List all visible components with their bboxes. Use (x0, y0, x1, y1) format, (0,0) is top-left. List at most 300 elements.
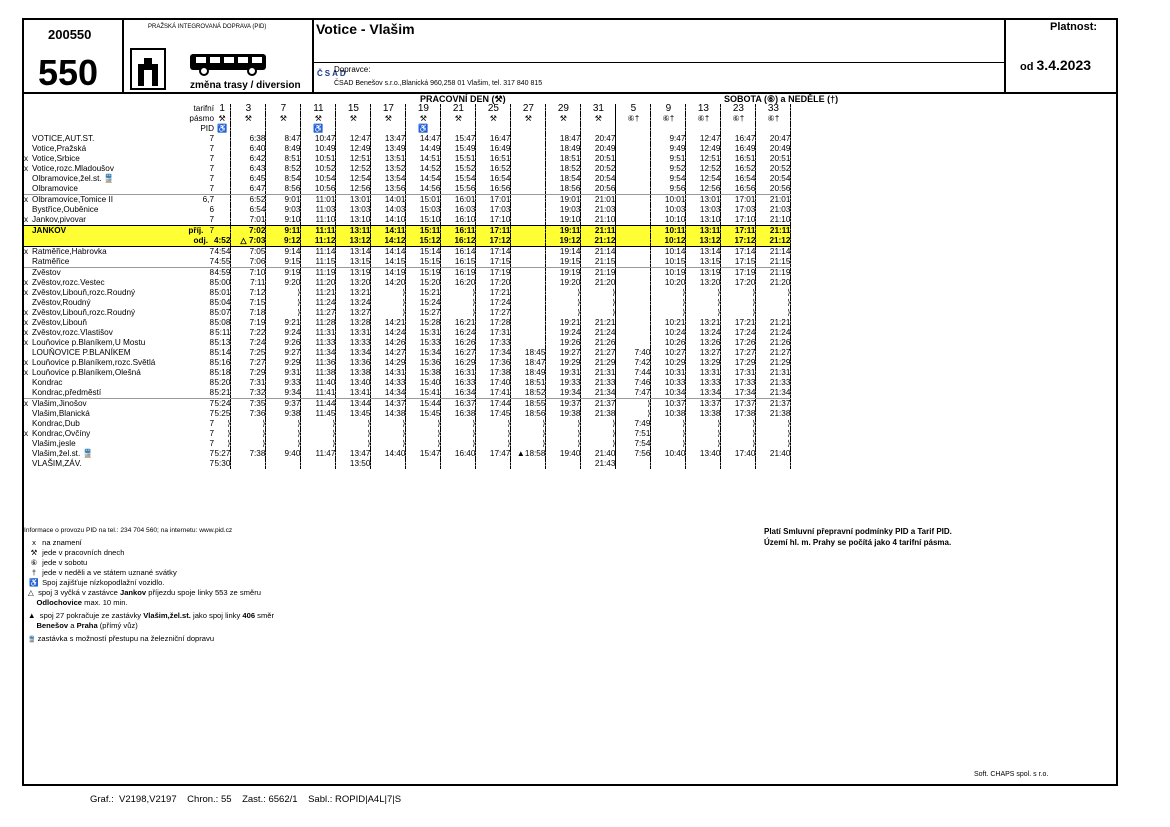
departure-time: 11:40 (301, 378, 336, 388)
trip-days-15: ⚒ (336, 114, 371, 124)
departure-time: ⟩ (266, 439, 301, 449)
departure-time: 7:44 (616, 368, 651, 378)
stop-row (24, 226, 791, 237)
header-row-trip-days (24, 114, 791, 124)
departure-time: 5:00 (214, 277, 231, 287)
departure-time: 9:52 (651, 164, 686, 174)
departure-time: 10:19 (651, 268, 686, 279)
departure-time: 17:19 (721, 268, 756, 279)
departure-time: 9:37 (266, 399, 301, 410)
departure-time: 21:38 (756, 409, 791, 419)
departure-time: 15:12 (406, 236, 441, 247)
conditions-2: Území hl. m. Prahy se počítá jako 4 tarifní pásma. (764, 538, 952, 547)
departure-time: 7:06 (231, 257, 266, 268)
stop-row (24, 348, 791, 358)
departure-time (616, 195, 651, 206)
departure-time: 7:11 (231, 278, 266, 288)
stop-row (24, 247, 791, 258)
departure-time: 13:03 (686, 205, 721, 215)
stop-zone: 7 (209, 173, 214, 183)
departure-time: 10:56 (301, 184, 336, 195)
departure-time: 5:25 (214, 408, 231, 418)
departure-time: 11:28 (301, 318, 336, 328)
departure-time: 13:27 (686, 348, 721, 358)
departure-time (616, 257, 651, 268)
departure-time: 7:32 (231, 388, 266, 399)
departure-time: 9:26 (266, 338, 301, 348)
departure-time: 6:40 (231, 144, 266, 154)
stop-row (24, 215, 791, 226)
departure-time (511, 226, 546, 237)
trip-access-1: ♿ (214, 124, 231, 134)
departure-time: 13:34 (686, 388, 721, 399)
departure-time: 15:19 (406, 268, 441, 279)
departure-time: 19:01 (546, 195, 581, 206)
stop-name: VLAŠIM,ZÁV. (32, 458, 82, 468)
stop-zone: 8 (209, 277, 214, 287)
departure-time: 13:29 (686, 358, 721, 368)
departure-time (511, 154, 546, 164)
departure-time: 16:54 (476, 174, 511, 184)
departure-time: ⟩ (756, 429, 791, 439)
stop-zone: 7 (209, 214, 214, 224)
departure-time: 16:15 (441, 257, 476, 268)
departure-time: 16:47 (476, 134, 511, 144)
departure-time: 11:01 (301, 195, 336, 206)
departure-time: 20:56 (756, 184, 791, 195)
departure-time: 16:52 (476, 164, 511, 174)
departure-time: 7:40 (616, 348, 651, 358)
footer-codes: Graf.: V2198,V2197 Chron.: 55 Zast.: 6562/1 Sabl.: ROPID|A4L|7|S (90, 794, 402, 805)
stop-name: Louňovice p.Blaníkem,Olešná (32, 367, 141, 377)
departure-time: 15:10 (406, 215, 441, 226)
request-stop-mark: x (24, 327, 29, 337)
departure-time: 16:56 (476, 184, 511, 195)
stop-zone: 7 (209, 225, 214, 235)
departure-time (616, 205, 651, 215)
departure-time: ⟩ (581, 298, 616, 308)
legend-symbol: † (31, 568, 37, 577)
departure-time: 17:01 (476, 195, 511, 206)
departure-time: 8:51 (266, 154, 301, 164)
pid-logo-icon (130, 48, 166, 90)
trip-number-27: 27 (511, 104, 546, 114)
stop-name: Ratměřice (32, 256, 70, 266)
departure-time: ⟩ (756, 419, 791, 429)
departure-time: ⟩ (266, 298, 301, 308)
departure-time: 17:34 (721, 388, 756, 399)
departure-time: 15:41 (406, 388, 441, 399)
request-stop-mark: x (24, 367, 29, 377)
departure-time: 9:49 (651, 144, 686, 154)
departure-time: 17:24 (476, 298, 511, 308)
departure-time: 13:12 (686, 236, 721, 247)
departure-time: 21:29 (581, 358, 616, 368)
departure-time: 14:19 (371, 268, 406, 279)
departure-time: 18:56 (546, 184, 581, 195)
departure-time: 18:47 (511, 358, 546, 368)
departure-time: 21:11 (756, 226, 791, 237)
departure-time: 21:12 (756, 236, 791, 247)
departure-time: 12:52 (336, 164, 371, 174)
departure-time (441, 459, 476, 469)
departure-time: 7:25 (231, 348, 266, 358)
carrier-text: ČSAD Benešov s.r.o.,Blanická 960,258 01 Vlašim, tel. 317 840 815 (334, 80, 543, 87)
departure-time: 17:12 (721, 236, 756, 247)
departure-time: 13:01 (336, 195, 371, 206)
departure-time: ⟩ (511, 419, 546, 429)
departure-time (511, 308, 546, 318)
departure-time: 7:47 (616, 388, 651, 399)
departure-time: ⟩ (721, 288, 756, 298)
departure-time: ⟩ (214, 429, 231, 439)
departure-time: 13:38 (336, 368, 371, 378)
trip-number-21: 21 (441, 104, 476, 114)
departure-time: 5:01 (214, 287, 231, 297)
departure-time: 17:12 (476, 236, 511, 247)
stop-name: Olbramovice (32, 183, 78, 193)
weekday-section-title: PRACOVNÍ DEN (⚒) (420, 94, 506, 104)
stop-zone: 7 (209, 143, 214, 153)
trip-days-19: ⚒ (406, 114, 441, 124)
departure-time: ⟩ (756, 288, 791, 298)
departure-time: ⟩ (406, 419, 441, 429)
departure-time: 15:24 (406, 298, 441, 308)
departure-time: 12:47 (336, 134, 371, 144)
departure-time: 13:44 (336, 399, 371, 410)
departure-time: 7:15 (231, 298, 266, 308)
stop-row (24, 409, 791, 419)
departure-time: 16:20 (441, 278, 476, 288)
departure-time: 16:24 (441, 328, 476, 338)
departure-time: 19:11 (546, 226, 581, 237)
departure-time: 7:29 (231, 368, 266, 378)
departure-time: 17:03 (721, 205, 756, 215)
stop-zone: 7 (209, 398, 214, 408)
departure-time: ⟩ (336, 419, 371, 429)
departure-time: 19:40 (546, 449, 581, 459)
departure-time: 19:14 (546, 247, 581, 258)
line-id-box (22, 18, 124, 92)
stop-name: Zvěstov,Libouň,rozc.Roudný (32, 307, 136, 317)
departure-time: 7:10 (231, 268, 266, 279)
departure-time (511, 195, 546, 206)
departure-time (616, 236, 651, 247)
departure-time (616, 226, 651, 237)
departure-time: 14:03 (371, 205, 406, 215)
departure-time: 19:27 (546, 348, 581, 358)
departure-time: 16:12 (441, 236, 476, 247)
departure-time: 15:03 (406, 205, 441, 215)
stop-zone: 7 (209, 183, 214, 193)
stop-zone: 8 (209, 387, 214, 397)
departure-time: 15:52 (441, 164, 476, 174)
trip-days-17: ⚒ (371, 114, 406, 124)
carrier-label: Dopravce: (334, 65, 371, 74)
departure-time: ⟩ (546, 429, 581, 439)
departure-time: 13:21 (336, 288, 371, 298)
stop-zone: 7 (209, 246, 214, 256)
departure-time: ⟩ (686, 429, 721, 439)
trip-access-31 (581, 124, 616, 134)
departure-time: 21:38 (581, 409, 616, 419)
departure-time (214, 226, 231, 237)
stop-zone: 7 (209, 438, 214, 448)
departure-time (616, 144, 651, 154)
stop-row (24, 368, 791, 378)
trip-number-11: 11 (301, 104, 336, 114)
departure-time: 17:31 (721, 368, 756, 378)
departure-time (616, 174, 651, 184)
departure-time: 20:47 (756, 134, 791, 144)
departure-time: 6:43 (231, 164, 266, 174)
departure-time: 13:14 (686, 247, 721, 258)
departure-time: 16:11 (441, 226, 476, 237)
conditions-1: Platí Smluvní přepravní podmínky PID a Tarif PID. (764, 527, 952, 536)
departure-time: 9:01 (266, 195, 301, 206)
stop-row (24, 236, 791, 247)
departure-time: 10:40 (651, 449, 686, 459)
departure-time: ⟩ (371, 439, 406, 449)
request-stop-mark: x (24, 246, 29, 256)
departure-time (406, 459, 441, 469)
departure-time: 8:56 (266, 184, 301, 195)
stop-row (24, 459, 791, 469)
stop-zone: 8 (209, 287, 214, 297)
departure-time: 7:36 (231, 409, 266, 419)
departure-time (616, 247, 651, 258)
departure-time (214, 215, 231, 226)
departure-time: ⟩ (301, 429, 336, 439)
departure-time: 7:42 (616, 358, 651, 368)
departure-time: 21:12 (581, 236, 616, 247)
trip-days-27: ⚒ (511, 114, 546, 124)
departure-time: 21:19 (756, 268, 791, 279)
departure-time: 18:51 (546, 154, 581, 164)
departure-time: 21:10 (756, 215, 791, 226)
stop-row (24, 268, 791, 279)
departure-time: 18:52 (546, 164, 581, 174)
stop-row (24, 328, 791, 338)
departure-time: 9:12 (266, 236, 301, 247)
departure-time: 14:33 (371, 378, 406, 388)
departure-time: 8:52 (266, 164, 301, 174)
departure-time: ⟩ (756, 439, 791, 449)
departure-time: 9:10 (266, 215, 301, 226)
departure-time: 17:33 (476, 338, 511, 348)
trip-days-11: ⚒ (301, 114, 336, 124)
line-id: 200550 (48, 27, 92, 42)
departure-time: 7:51 (616, 429, 651, 439)
trip-days-1: ⚒ (214, 114, 231, 124)
legend-symbol: x (32, 538, 36, 547)
request-stop-mark: x (24, 398, 29, 408)
departure-time (511, 247, 546, 258)
departure-time: 9:11 (266, 226, 301, 237)
departure-time: 16:21 (441, 318, 476, 328)
departure-time: 15:11 (406, 226, 441, 237)
departure-time: 10:29 (651, 358, 686, 368)
departure-time (721, 459, 756, 469)
departure-time (214, 154, 231, 164)
departure-time: 7:24 (231, 338, 266, 348)
departure-time: 21:34 (756, 388, 791, 399)
stop-name: Votice,Pražská (32, 143, 87, 153)
stop-name: Zvěstov,rozc.Vlastišov (32, 327, 113, 337)
departure-time (511, 257, 546, 268)
departure-time: 17:14 (476, 247, 511, 258)
departure-time: 21:15 (756, 257, 791, 268)
departure-time: ⟩ (301, 439, 336, 449)
departure-time: 19:24 (546, 328, 581, 338)
legend-text: jede v sobotu (40, 558, 88, 567)
departure-time (214, 174, 231, 184)
departure-time: 8:49 (266, 144, 301, 154)
departure-time: 9:51 (651, 154, 686, 164)
departure-time (511, 459, 546, 469)
departure-time: ⟩ (651, 298, 686, 308)
departure-time: 16:51 (721, 154, 756, 164)
departure-time: 16:52 (721, 164, 756, 174)
stop-zone: 7 (209, 448, 214, 458)
departure-time: 15:21 (406, 288, 441, 298)
departure-time: 17:34 (476, 348, 511, 358)
departure-time: 9:20 (266, 278, 301, 288)
departure-time: ⟩ (581, 419, 616, 429)
departure-time: 13:49 (371, 144, 406, 154)
departure-time: 18:45 (511, 348, 546, 358)
departure-time: ⟩ (406, 439, 441, 449)
departure-time: 10:12 (651, 236, 686, 247)
departure-time: 17:47 (476, 449, 511, 459)
departure-time (511, 268, 546, 279)
trip-access-29 (546, 124, 581, 134)
stop-row (24, 154, 791, 164)
departure-time: 17:21 (476, 288, 511, 298)
departure-time: 15:45 (406, 409, 441, 419)
stop-zone: 7 (209, 428, 214, 438)
departure-time: 17:19 (476, 268, 511, 279)
departure-time: 20:52 (581, 164, 616, 174)
stop-row (24, 439, 791, 449)
departure-time: 17:20 (721, 278, 756, 288)
departure-time: 10:24 (651, 328, 686, 338)
departure-time: ⟩ (231, 419, 266, 429)
departure-time: 17:40 (476, 378, 511, 388)
departure-time: 13:24 (686, 328, 721, 338)
trip-number-3: 3 (231, 104, 266, 114)
software-credit: Soft. CHAPS spol. s r.o. (974, 771, 1049, 778)
request-stop-mark: x (24, 317, 29, 327)
departure-time: ⟩ (756, 298, 791, 308)
departure-time: 19:12 (546, 236, 581, 247)
departure-time: 9:56 (651, 184, 686, 195)
departure-time: 17:45 (476, 409, 511, 419)
stop-zone: 8 (209, 367, 214, 377)
departure-time: 7:19 (231, 318, 266, 328)
stop-zone: 8 (209, 297, 214, 307)
trip-days-21: ⚒ (441, 114, 476, 124)
departure-time: 15:34 (406, 348, 441, 358)
stop-name: Ratměřice,Habrovka (32, 246, 107, 256)
departure-time: 15:14 (406, 247, 441, 258)
stop-zone: 8 (209, 347, 214, 357)
stop-zone: 7 (209, 163, 214, 173)
departure-time (616, 328, 651, 338)
departure-time: 17:28 (476, 318, 511, 328)
departure-time: 21:21 (756, 318, 791, 328)
departure-time: 13:20 (336, 278, 371, 288)
departure-time: 9:21 (266, 318, 301, 328)
departure-time: 21:10 (581, 215, 616, 226)
stop-name: Zvěstov,rozc.Vestec (32, 277, 105, 287)
validity-divider (1004, 18, 1006, 92)
stop-row (24, 449, 791, 459)
departure-time: 16:31 (441, 368, 476, 378)
stop-zone: 7 (209, 458, 214, 468)
stop-zone: 6,7 (202, 194, 214, 204)
departure-time: 10:14 (651, 247, 686, 258)
departure-time: 4:55 (214, 256, 231, 266)
departure-time: ⟩ (546, 288, 581, 298)
departure-time: ⟩ (651, 419, 686, 429)
departure-time: 17:21 (721, 318, 756, 328)
departure-time: 18:54 (546, 174, 581, 184)
departure-time: 11:24 (301, 298, 336, 308)
pid-label: PRAŽSKÁ INTEGROVANÁ DOPRAVA (PID) (148, 24, 267, 30)
departure-time: ⟩ (476, 419, 511, 429)
departure-time: 13:56 (371, 184, 406, 195)
request-stop-mark: x (24, 307, 29, 317)
stop-name: Votice,Srbice (32, 153, 80, 163)
departure-time (511, 184, 546, 195)
departure-time: 14:10 (371, 215, 406, 226)
departure-time: 11:10 (301, 215, 336, 226)
departure-time: 5:16 (214, 357, 231, 367)
departure-time: 10:27 (651, 348, 686, 358)
stop-row (24, 184, 791, 195)
departure-time: 15:28 (406, 318, 441, 328)
departure-time: 21:33 (581, 378, 616, 388)
departure-time: 11:27 (301, 308, 336, 318)
departure-time (686, 459, 721, 469)
carrier-logo: ČSAD (317, 69, 348, 78)
departure-time: 21:31 (581, 368, 616, 378)
trip-access-27 (511, 124, 546, 134)
departure-time: 18:56 (511, 409, 546, 419)
departure-time: ⟩ (686, 419, 721, 429)
departure-time: 14:20 (371, 278, 406, 288)
stop-name: Kondrac,Ovčíny (32, 428, 91, 438)
departure-time: 16:34 (441, 388, 476, 399)
departure-time: 13:36 (336, 358, 371, 368)
departure-time: 15:27 (406, 308, 441, 318)
departure-time: 10:03 (651, 205, 686, 215)
stop-name: Louňovice p.Blaníkem,U Mostu (32, 337, 146, 347)
departure-time: 14:12 (371, 236, 406, 247)
departure-time: 8:54 (266, 174, 301, 184)
departure-time: 15:38 (406, 368, 441, 378)
departure-time: ⟩ (476, 429, 511, 439)
departure-time: 9:14 (266, 247, 301, 258)
departure-time: 13:20 (686, 278, 721, 288)
request-stop-mark: x (24, 428, 29, 438)
departure-time: 21:40 (756, 449, 791, 459)
departure-time: 14:47 (406, 134, 441, 144)
trip-number-13: 13 (686, 104, 721, 114)
departure-time: 15:49 (441, 144, 476, 154)
trip-days-29: ⚒ (546, 114, 581, 124)
